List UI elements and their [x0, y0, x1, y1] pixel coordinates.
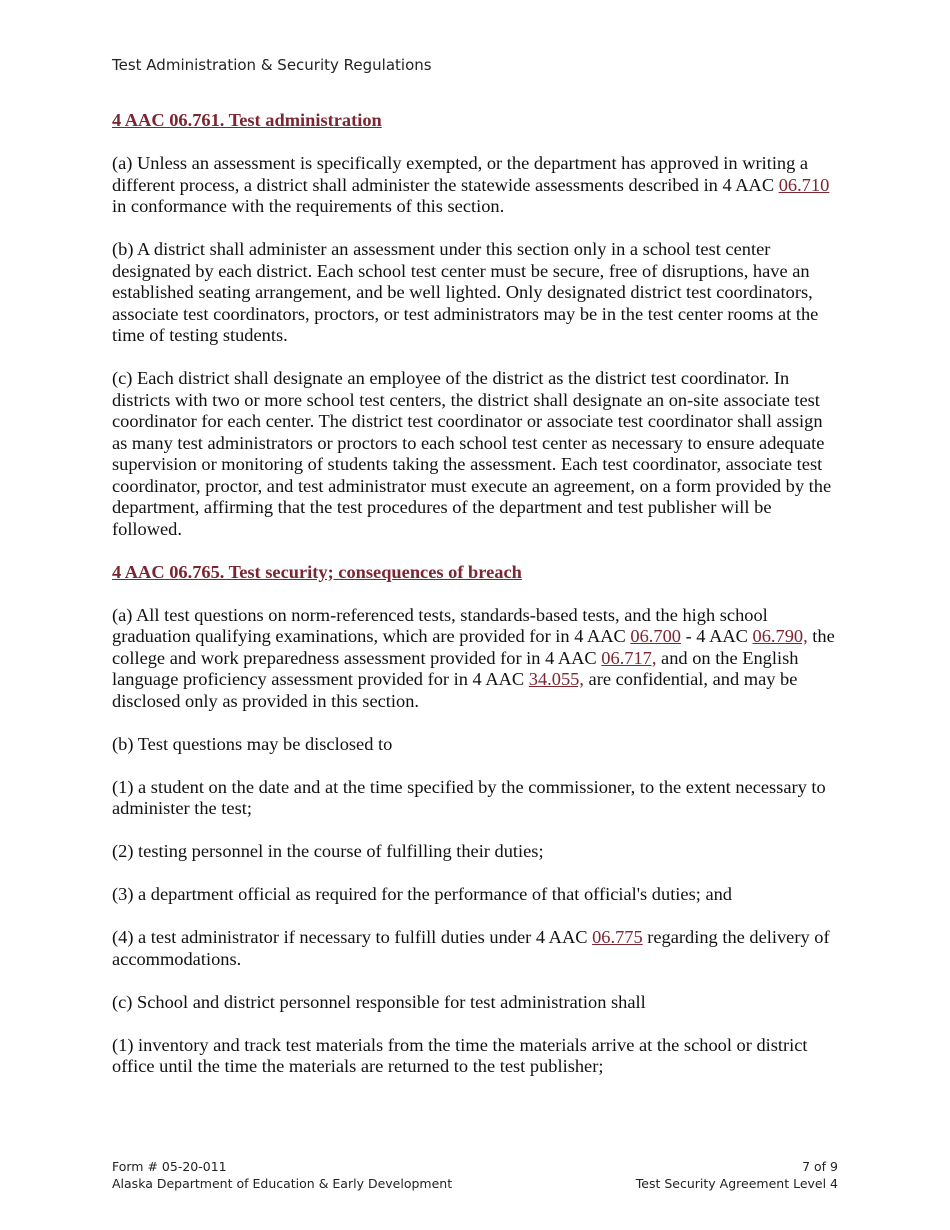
paragraph-765-c: (c) School and district personnel responsible for test administration shall — [112, 991, 646, 1012]
regulation-link-06-775[interactable]: 06.775 — [592, 927, 643, 947]
text: are confidential, and may be disclosed only as provided in this section. — [112, 669, 798, 711]
paragraph-761-a — [112, 153, 842, 218]
section-heading-link[interactable]: 4 AAC 06.765. Test security; consequences of breach — [112, 561, 522, 582]
paragraph-765-c1: (1) inventory and track test materials from the time the materials arrive at the school or district office until the time the materials are returned to the test publisher; — [112, 1034, 808, 1076]
page-number: 7 of 9 — [802, 1159, 838, 1174]
document-title: Test Security Agreement Level 4 — [635, 1176, 838, 1191]
footer-row-2 — [112, 1175, 838, 1192]
text: - 4 AAC — [680, 626, 753, 646]
paragraph-761-c: (c) Each district shall designate an employee of the district as the district test coordinator. In districts with two or more school test centers, the district shall designate an on-site associate test coordinator for each center. The district test coordinator or associate test coordinator shall assign as many test administrators or proctors to each school test center as necessary to ensure adequate supervision or monitoring of students taking the assessment. Each test coordinator, associate test coordinator, proctor, and test administrator must execute an agreement, on a form provided by the department, affirming that the test procedures of the department and test publisher will be followed. — [112, 368, 832, 539]
section-heading-test-security[interactable] — [112, 562, 842, 584]
regulation-link-06-790[interactable]: 06.790, — [752, 626, 808, 646]
paragraph-765-b: (b) Test questions may be disclosed to — [112, 733, 393, 754]
text: regarding the delivery of accommodations. — [112, 927, 830, 969]
regulation-link-06-700[interactable]: 06.700 — [630, 626, 681, 646]
page-footer — [112, 1158, 838, 1192]
department-name: Alaska Department of Education & Early Development — [112, 1176, 453, 1191]
section-heading-test-administration[interactable] — [112, 110, 842, 132]
document-body — [112, 110, 842, 1099]
text: (4) a test administrator if necessary to fulfill duties under 4 AAC — [112, 927, 593, 947]
text: (a) All test questions on norm-referenced tests, standards-based tests, and the high school graduation qualifying examinations, which are provided for in 4 AAC — [112, 604, 768, 646]
paragraph-765-b2: (2) testing personnel in the course of fulfilling their duties; — [112, 841, 544, 861]
paragraph-761-b: (b) A district shall administer an assessment under this section only in a school test center designated by each district. Each school test center must be secure, free of disruptions, have an established seating arrangement, and be well lighted. Only designated district test coordinators, associate test coordinators, proctors, or test administrators may be in the test center rooms at the time of testing students. — [112, 239, 819, 345]
paragraph-765-b4 — [112, 927, 842, 970]
footer-row-1 — [112, 1158, 838, 1175]
paragraph-765-a — [112, 605, 842, 713]
regulation-link-06-710[interactable]: 06.710 — [778, 174, 830, 195]
text: in conformance with the requirements of this section. — [112, 196, 505, 216]
regulation-link-34-055[interactable]: 34.055, — [528, 669, 584, 689]
form-number: Form # 05-20-011 — [112, 1159, 227, 1174]
paragraph-765-b1: (1) a student on the date and at the time specified by the commissioner, to the extent necessary to administer the test; — [112, 776, 826, 818]
regulation-link-06-717[interactable]: 06.717, — [601, 647, 657, 668]
page-header: Test Administration & Security Regulations — [112, 56, 432, 74]
text: the college and work preparedness assessment provided for in 4 AAC — [112, 626, 835, 668]
text: (a) Unless an assessment is specifically exempted, or the department has approved in writing a different process, a district shall administer the statewide assessments described in 4 AAC — [112, 153, 809, 195]
paragraph-765-b3: (3) a department official as required for the performance of that official's duties; and — [112, 884, 733, 904]
text: and on the English language proficiency assessment provided for in 4 AAC — [112, 647, 799, 689]
section-heading-link[interactable]: 4 AAC 06.761. Test administration — [112, 110, 382, 130]
